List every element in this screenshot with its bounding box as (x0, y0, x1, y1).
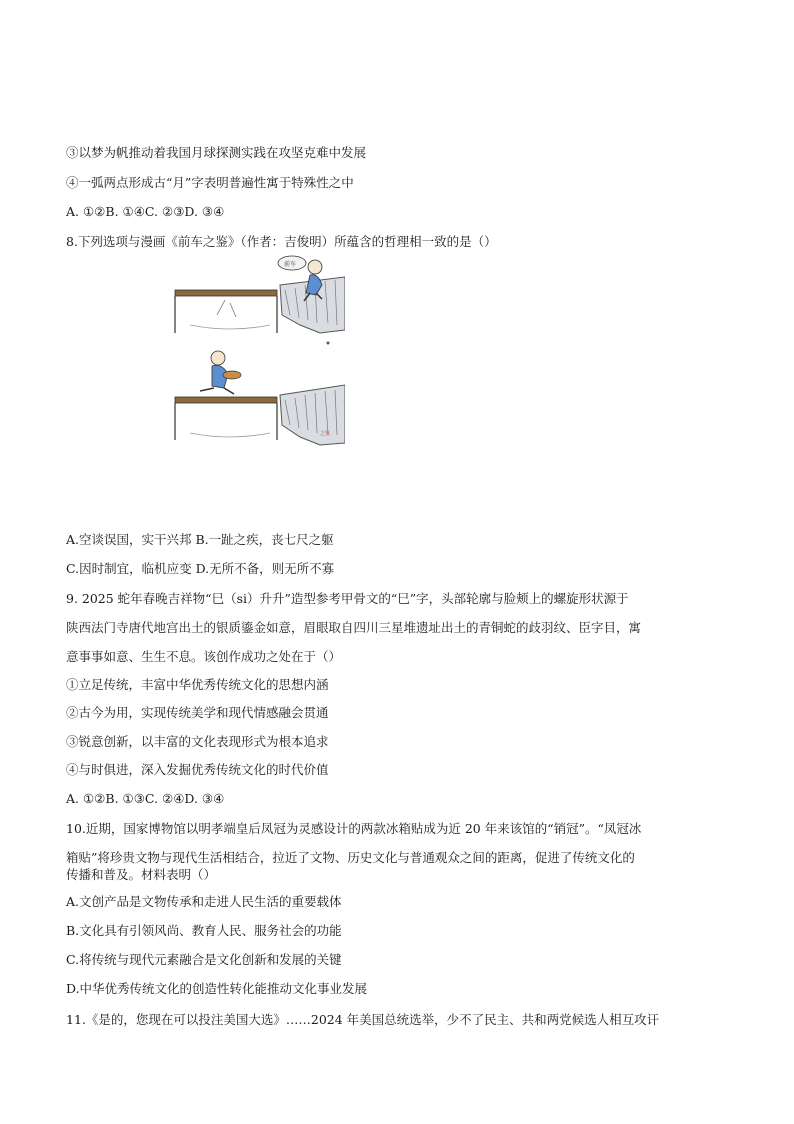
q7-option-3: ③以梦为帆推动着我国月球探测实践在攻坚克难中发展 (66, 145, 367, 160)
q9-option-2: ②古今为用，实现传统美学和现代情感融会贯通 (66, 705, 329, 720)
q10-option-d: D.中华优秀传统文化的创造性转化能推动文化事业发展 (66, 981, 368, 996)
q9-choices: A. ①②B. ①③C. ②④D. ③④ (66, 791, 225, 806)
top-sign-text: 前车 (284, 261, 297, 268)
q9-option-3: ③锐意创新，以丰富的文化表现形式为根本追求 (66, 734, 329, 749)
q9-stem-line-1: 9. 2025 蛇年春晚吉祥物“巳（si）升升”造型参考甲骨文的“巳”字，头部轮廓与脸颊上的螺旋形状源于 (66, 591, 629, 606)
q9-option-1: ①立足传统，丰富中华优秀传统文化的思想内涵 (66, 677, 329, 692)
q10-option-a: A.文创产品是文物传承和走进人民生活的重要载体 (66, 894, 342, 909)
q9-stem-line-3: 意事事如意、生生不息。该创作成功之处在于（） (66, 649, 342, 664)
q10-option-c: C.将传统与现代元素融合是文化创新和发展的关键 (66, 952, 342, 967)
q10-option-b: B.文化具有引领风尚、教育人民、服务社会的功能 (66, 923, 342, 938)
q10-stem-line-3: 传播和普及。材料表明（） (66, 867, 217, 882)
q8-choices-ab: A.空谈误国，实干兴邦 B.一趾之疾，丧七尺之躯 (66, 532, 334, 547)
bottom-seal-text: 之鉴 (320, 431, 331, 437)
q8-stem: 8.下列选项与漫画《前车之鉴》（作者：吉俊明）所蕴含的哲理相一致的是（） (66, 234, 497, 249)
q9-option-4: ④与时俱进，深入发掘优秀传统文化的时代价值 (66, 762, 329, 777)
q7-choices: A. ①②B. ①④C. ②③D. ③④ (66, 204, 225, 219)
q8-choices-cd: C.因时制宜，临机应变 D.无所不备，则无所不寡 (66, 561, 335, 576)
q9-stem-line-2: 陕西法门寺唐代地宫出土的银质鎏金如意，眉眼取自四川三星堆遗址出土的青铜蛇的歧羽纹、臣字目，寓 (66, 620, 642, 635)
q10-stem-line-1: 10.近期，国家博物馆以明孝端皇后凤冠为灵感设计的两款冰箱贴成为近 20 年来该馆的“销冠”。“凤冠冰 (66, 821, 642, 836)
cartoon-qianche-zhijian (170, 255, 345, 450)
q11-stem-line-1: 11.《是的，您现在可以投注美国大选》……2024 年美国总统选举，少不了民主、共和两党候选人相互攻讦 (66, 1012, 660, 1027)
q10-stem-line-2: 箱贴”将珍贵文物与现代生活相结合，拉近了文物、历史文化与普通观众之间的距离，促进了传统文化的 (66, 850, 635, 865)
q7-option-4: ④一弧两点形成古“月”字表明普遍性寓于特殊性之中 (66, 175, 354, 190)
